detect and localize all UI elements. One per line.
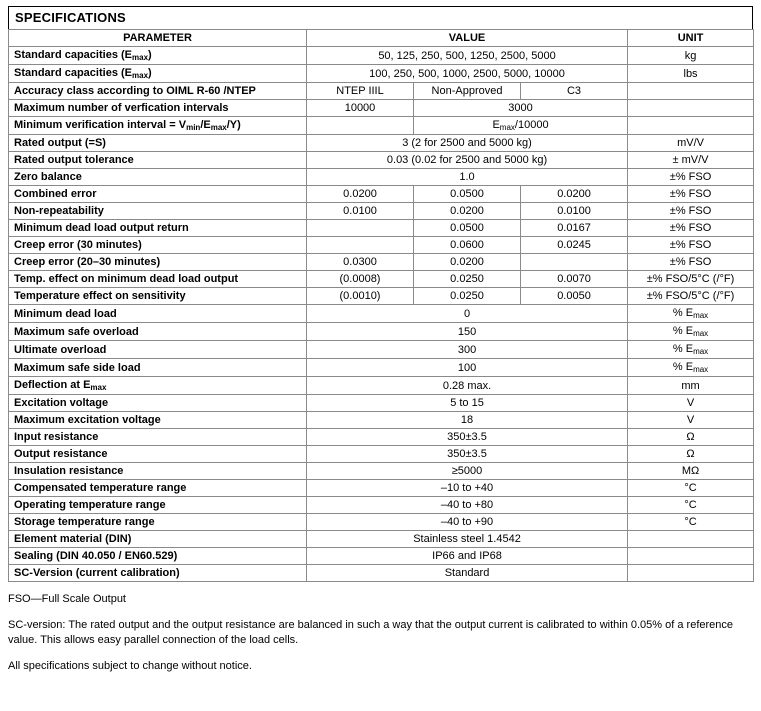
unit-cell: Ω [628, 429, 754, 446]
table-row [9, 65, 754, 83]
value-cell: 0.0245 [521, 237, 628, 254]
value-cell: 0.03 (0.02 for 2500 and 5000 kg) [307, 152, 628, 169]
value-cell: 0.0070 [521, 271, 628, 288]
value-cell: Stainless steel 1.4542 [307, 531, 628, 548]
page-title: SPECIFICATIONS [8, 6, 753, 29]
table-row [9, 446, 754, 463]
table-header-row [9, 30, 754, 47]
parameter-label: Deflection at $E_{max}$ [9, 377, 307, 395]
value-cell: 0.0200 [414, 254, 521, 271]
parameter-label: Rated output (=S) [9, 135, 307, 152]
value-cell: (0.0010) [307, 288, 414, 305]
parameter-label: Maximum excitation voltage [9, 412, 307, 429]
value-cell: IP66 and IP68 [307, 548, 628, 565]
footnote-disclaimer: All specifications subject to change without notice. [8, 659, 252, 672]
table-row [9, 531, 754, 548]
parameter-label: Non-repeatability [9, 203, 307, 220]
value-cell [307, 117, 414, 135]
parameter-label: SC-Version (current calibration) [9, 565, 307, 582]
unit-cell: ±% FSO [628, 220, 754, 237]
parameter-label: Element material (DIN) [9, 531, 307, 548]
table-row [9, 47, 754, 65]
value-cell: ≥5000 [307, 463, 628, 480]
unit-cell: MΩ [628, 463, 754, 480]
parameter-label: Combined error [9, 186, 307, 203]
unit-cell: ±% FSO [628, 237, 754, 254]
value-cell: Standard [307, 565, 628, 582]
unit-cell: ±% FSO/5°C (/°F) [628, 288, 754, 305]
table-row [9, 135, 754, 152]
parameter-label: Output resistance [9, 446, 307, 463]
table-row [9, 152, 754, 169]
unit-cell: °C [628, 514, 754, 531]
value-cell: 3000 [414, 100, 628, 117]
value-cell: 100, 250, 500, 1000, 2500, 5000, 10000 [307, 65, 628, 83]
value-cell: C3 [521, 83, 628, 100]
value-cell: –40 to +80 [307, 497, 628, 514]
value-cell: 0.0600 [414, 237, 521, 254]
table-row [9, 412, 754, 429]
column-header-value: VALUE [307, 30, 628, 47]
table-row [9, 254, 754, 271]
table-row [9, 237, 754, 254]
parameter-label: Zero balance [9, 169, 307, 186]
table-row [9, 271, 754, 288]
parameter-label: Temperature effect on sensitivity [9, 288, 307, 305]
parameter-label: Maximum safe overload [9, 323, 307, 341]
value-cell: 0.0250 [414, 288, 521, 305]
table-row [9, 429, 754, 446]
value-cell: 0.0300 [307, 254, 414, 271]
table-row [9, 323, 754, 341]
table-row [9, 83, 754, 100]
unit-cell: Ω [628, 446, 754, 463]
parameter-label: Minimum verification interval = $V_{min}/E_{max}/Y$) [9, 117, 307, 135]
value-cell: 0 [307, 305, 628, 323]
parameter-label: Maximum number of verfication intervals [9, 100, 307, 117]
parameter-label: Temp. effect on minimum dead load output [9, 271, 307, 288]
unit-cell: V [628, 395, 754, 412]
table-row [9, 463, 754, 480]
parameter-label: Standard capacities $(E_{max})$ [9, 47, 307, 65]
footnote-fso: FSO—Full Scale Output [8, 593, 126, 605]
parameter-label: Operating temperature range [9, 497, 307, 514]
parameter-label: Minimum dead load [9, 305, 307, 323]
unit-cell: °C [628, 497, 754, 514]
value-cell: 10000 [307, 100, 414, 117]
value-cell [307, 220, 414, 237]
unit-cell: mm [628, 377, 754, 395]
parameter-label: Rated output tolerance [9, 152, 307, 169]
table-row [9, 341, 754, 359]
value-cell: 0.0200 [307, 186, 414, 203]
value-cell: 0.0050 [521, 288, 628, 305]
value-cell: Non-Approved [414, 83, 521, 100]
table-row [9, 288, 754, 305]
value-cell: 0.0500 [414, 220, 521, 237]
table-row [9, 305, 754, 323]
unit-cell: mV/V [628, 135, 754, 152]
value-cell: –40 to +90 [307, 514, 628, 531]
column-header-unit: UNIT [628, 30, 754, 47]
parameter-label: Storage temperature range [9, 514, 307, 531]
footnote-sc-version: SC-version: The rated output and the output resistance are balanced in such a way that the output current is calibrated to within 0.05% of a reference value. This allows easy parallel connection of the load cells. [8, 618, 734, 646]
table-row [9, 117, 754, 135]
specifications-table [8, 29, 754, 582]
value-cell: (0.0008) [307, 271, 414, 288]
value-cell: 1.0 [307, 169, 628, 186]
column-header-parameter: PARAMETER [9, 30, 307, 47]
table-row [9, 377, 754, 395]
value-cell: 3 (2 for 2500 and 5000 kg) [307, 135, 628, 152]
unit-cell [628, 565, 754, 582]
value-cell: $E_{max}/10000$ [414, 117, 628, 135]
table-row [9, 169, 754, 186]
unit-cell: ±% FSO [628, 169, 754, 186]
table-row [9, 220, 754, 237]
value-cell: 0.28 max. [307, 377, 628, 395]
parameter-label: Creep error (20–30 minutes) [9, 254, 307, 271]
value-cell: –10 to +40 [307, 480, 628, 497]
unit-cell [628, 100, 754, 117]
unit-cell: ±% FSO [628, 254, 754, 271]
parameter-label: Compensated temperature range [9, 480, 307, 497]
value-cell: 0.0200 [521, 186, 628, 203]
table-row [9, 100, 754, 117]
unit-cell: kg [628, 47, 754, 65]
table-row [9, 565, 754, 582]
table-row [9, 359, 754, 377]
footnotes [8, 592, 753, 673]
unit-cell: % $E_{max}$ [628, 359, 754, 377]
unit-cell: ±% FSO [628, 203, 754, 220]
value-cell [521, 254, 628, 271]
unit-cell: % $E_{max}$ [628, 341, 754, 359]
value-cell: 0.0250 [414, 271, 521, 288]
unit-cell: ± mV/V [628, 152, 754, 169]
table-row [9, 203, 754, 220]
parameter-label: Maximum safe side load [9, 359, 307, 377]
unit-cell: V [628, 412, 754, 429]
table-row [9, 497, 754, 514]
value-cell: 350±3.5 [307, 446, 628, 463]
unit-cell: % $E_{max}$ [628, 323, 754, 341]
table-row [9, 548, 754, 565]
table-row [9, 395, 754, 412]
unit-cell: ±% FSO/5°C (/°F) [628, 271, 754, 288]
parameter-label: Excitation voltage [9, 395, 307, 412]
value-cell: 0.0100 [521, 203, 628, 220]
value-cell: 350±3.5 [307, 429, 628, 446]
table-row [9, 186, 754, 203]
unit-cell: lbs [628, 65, 754, 83]
parameter-label: Input resistance [9, 429, 307, 446]
value-cell: NTEP IIIL [307, 83, 414, 100]
parameter-label: Sealing (DIN 40.050 / EN60.529) [9, 548, 307, 565]
table-row [9, 514, 754, 531]
unit-cell [628, 531, 754, 548]
unit-cell [628, 117, 754, 135]
value-cell: 100 [307, 359, 628, 377]
value-cell: 5 to 15 [307, 395, 628, 412]
parameter-label: Accuracy class according to OIML R-60 /NTEP [9, 83, 307, 100]
value-cell: 300 [307, 341, 628, 359]
unit-cell: ±% FSO [628, 186, 754, 203]
parameter-label: Creep error (30 minutes) [9, 237, 307, 254]
unit-cell: °C [628, 480, 754, 497]
value-cell: 50, 125, 250, 500, 1250, 2500, 5000 [307, 47, 628, 65]
unit-cell [628, 548, 754, 565]
parameter-label: Ultimate overload [9, 341, 307, 359]
value-cell: 0.0100 [307, 203, 414, 220]
parameter-label: Standard capacities $(E_{max})$ [9, 65, 307, 83]
value-cell: 0.0500 [414, 186, 521, 203]
value-cell: 0.0167 [521, 220, 628, 237]
parameter-label: Insulation resistance [9, 463, 307, 480]
value-cell: 0.0200 [414, 203, 521, 220]
value-cell: 18 [307, 412, 628, 429]
value-cell [307, 237, 414, 254]
value-cell: 150 [307, 323, 628, 341]
table-row [9, 480, 754, 497]
parameter-label: Minimum dead load output return [9, 220, 307, 237]
unit-cell [628, 83, 754, 100]
unit-cell: % $E_{max}$ [628, 305, 754, 323]
